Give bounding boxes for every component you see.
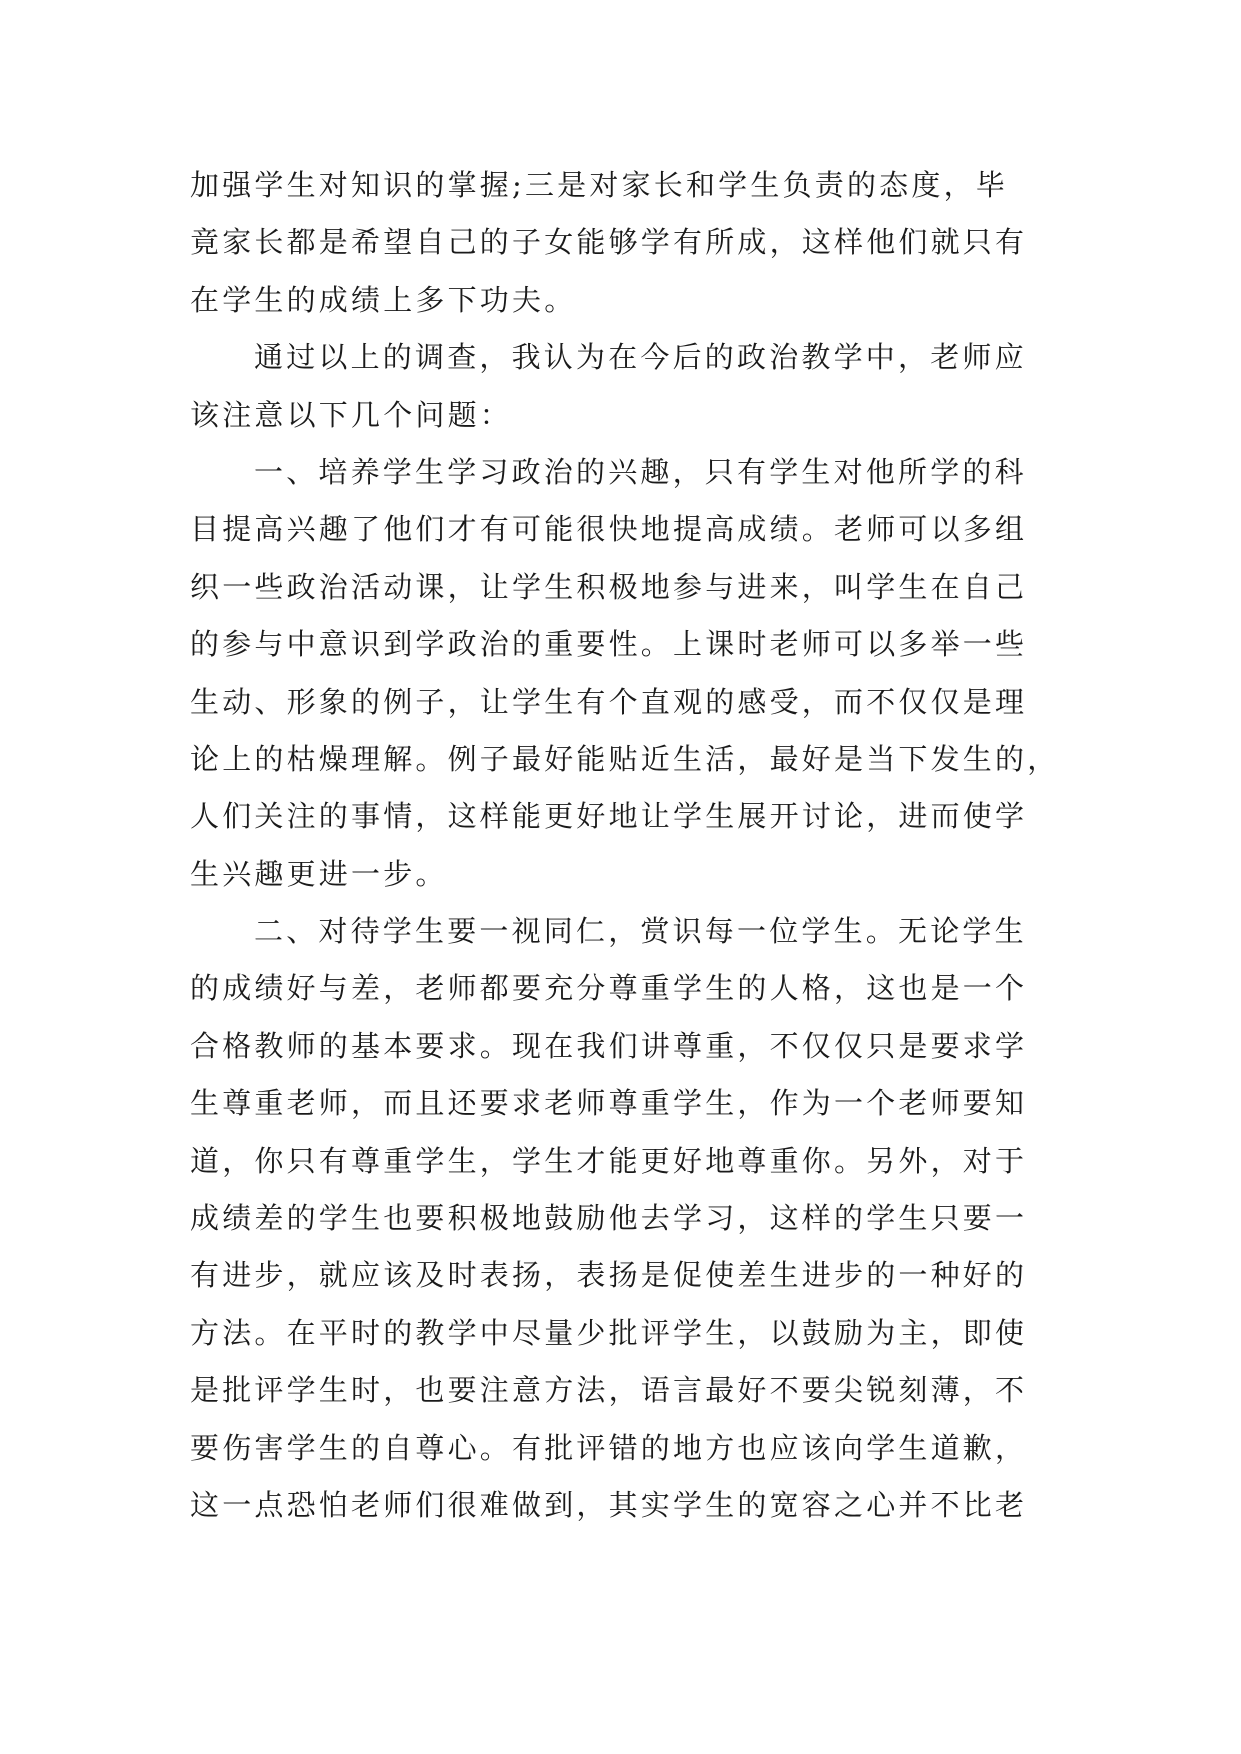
text-line: 织一些政治活动课，让学生积极地参与进来，叫学生在自己 <box>190 569 1028 604</box>
text-line: 方法。在平时的教学中尽量少批评学生，以鼓励为主，即使 <box>190 1315 1028 1350</box>
text-line: 该注意以下几个问题： <box>190 397 513 432</box>
text-line: 的成绩好与差，老师都要充分尊重学生的人格，这也是一个 <box>190 971 1028 1006</box>
text-line: 这一点恐怕老师们很难做到，其实学生的宽容之心并不比老 <box>190 1487 1028 1522</box>
text-line: 通过以上的调查，我认为在今后的政治教学中，老师应 <box>254 340 1027 375</box>
text-line: 合格教师的基本要求。现在我们讲尊重，不仅仅只是要求学 <box>190 1028 1028 1063</box>
text-line: 生尊重老师，而且还要求老师尊重学生，作为一个老师要知 <box>190 1086 1028 1121</box>
text-line: 生动、形象的例子，让学生有个直观的感受，而不仅仅是理 <box>190 684 1028 719</box>
text-line: 是批评学生时，也要注意方法，语言最好不要尖锐刻薄，不 <box>190 1373 1028 1408</box>
text-line: 要伤害学生的自尊心。有批评错的地方也应该向学生道歉， <box>190 1430 1028 1465</box>
text-line: 有进步，就应该及时表扬，表扬是促使差生进步的一种好的 <box>190 1258 1028 1293</box>
text-line: 人们关注的事情，这样能更好地让学生展开讨论，进而使学 <box>190 799 1028 834</box>
text-line: 生兴趣更进一步。 <box>190 856 448 891</box>
text-line: 加强学生对知识的掌握;三是对家长和学生负责的态度，毕 <box>190 168 1008 202</box>
text-line: 二、对待学生要一视同仁，赏识每一位学生。无论学生 <box>254 914 1027 949</box>
text-line: 在学生的成绩上多下功夫。 <box>190 282 577 317</box>
text-line: 道，你只有尊重学生，学生才能更好地尊重你。另外，对于 <box>190 1143 1028 1178</box>
text-line: 的参与中意识到学政治的重要性。上课时老师可以多举一些 <box>190 627 1028 662</box>
text-line: 一、培养学生学习政治的兴趣，只有学生对他所学的科 <box>254 454 1027 489</box>
text-line: 成绩差的学生也要积极地鼓励他去学习，这样的学生只要一 <box>190 1201 1028 1236</box>
document-body <box>190 157 1060 1534</box>
text-line: 目提高兴趣了他们才有可能很快地提高成绩。老师可以多组 <box>190 512 1028 547</box>
text-line: 竟家长都是希望自己的子女能够学有所成，这样他们就只有 <box>190 225 1028 260</box>
text-line: 论上的枯燥理解。例子最好能贴近生活，最好是当下发生的， <box>190 741 1060 776</box>
